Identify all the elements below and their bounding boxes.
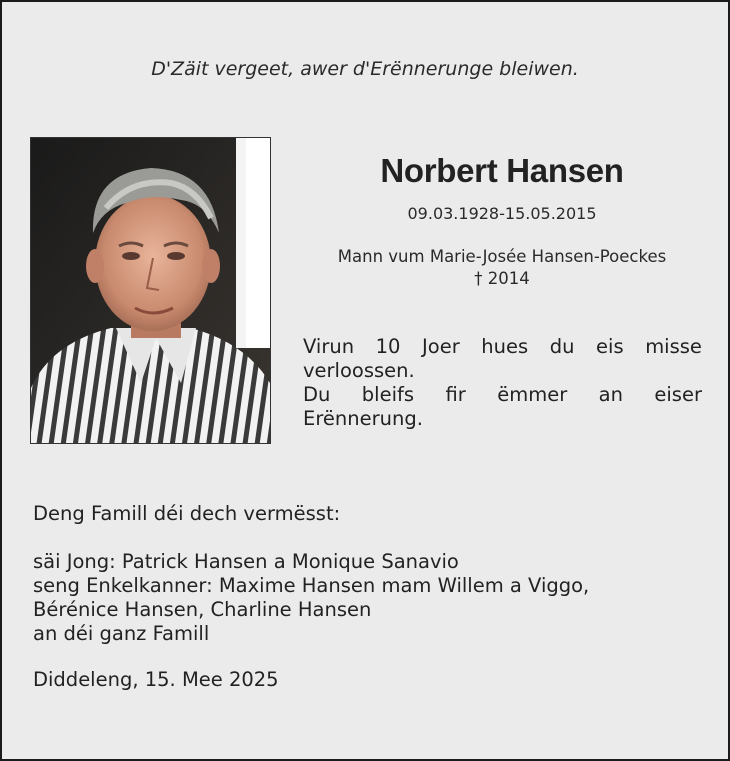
word: fir <box>445 383 466 406</box>
word: ëmmer <box>497 383 568 406</box>
family-line: an déi ganz Famill <box>33 622 210 645</box>
memorial-line-4: Erënnerung. <box>303 407 423 430</box>
word: misse <box>645 335 702 358</box>
family-line: Bérénice Hansen, Charline Hansen <box>33 598 372 621</box>
family-line: seng Enkelkanner: Maxime Hansen mam Willem a Viggo, <box>33 574 590 597</box>
memorial-line-1 <box>303 335 702 359</box>
word: 10 <box>375 335 401 358</box>
word: Virun <box>303 335 355 358</box>
deceased-name: Norbert Hansen <box>380 152 624 189</box>
motto: D'Zäit vergeet, awer d'Erënnerunge bleiwen. <box>151 58 579 80</box>
word: an <box>598 383 623 406</box>
word: bleifs <box>361 383 415 406</box>
word: eis <box>596 335 624 358</box>
family-line: säi Jong: Patrick Hansen a Monique Sanavio <box>33 550 459 573</box>
spacer <box>33 526 703 550</box>
word: du <box>549 335 575 358</box>
family-section <box>33 502 703 646</box>
word: eiser <box>654 383 702 406</box>
word: hues <box>481 335 529 358</box>
portrait-photo <box>30 137 271 444</box>
memorial-line-3 <box>303 383 702 407</box>
portrait-image <box>31 138 270 443</box>
life-dates: 09.03.1928-15.05.2015 <box>407 204 597 223</box>
spouse-info <box>302 246 702 290</box>
word: Du <box>303 383 331 406</box>
family-intro: Deng Famill déi dech vermësst: <box>33 502 341 525</box>
word: Joer <box>422 335 460 358</box>
spouse-name: Mann vum Marie-Josée Hansen-Poeckes <box>337 247 667 266</box>
spouse-death-year: † 2014 <box>474 269 530 288</box>
memorial-line-2: verloossen. <box>303 359 415 382</box>
place-and-date: Diddeleng, 15. Mee 2025 <box>33 668 279 691</box>
memorial-text <box>303 335 702 431</box>
